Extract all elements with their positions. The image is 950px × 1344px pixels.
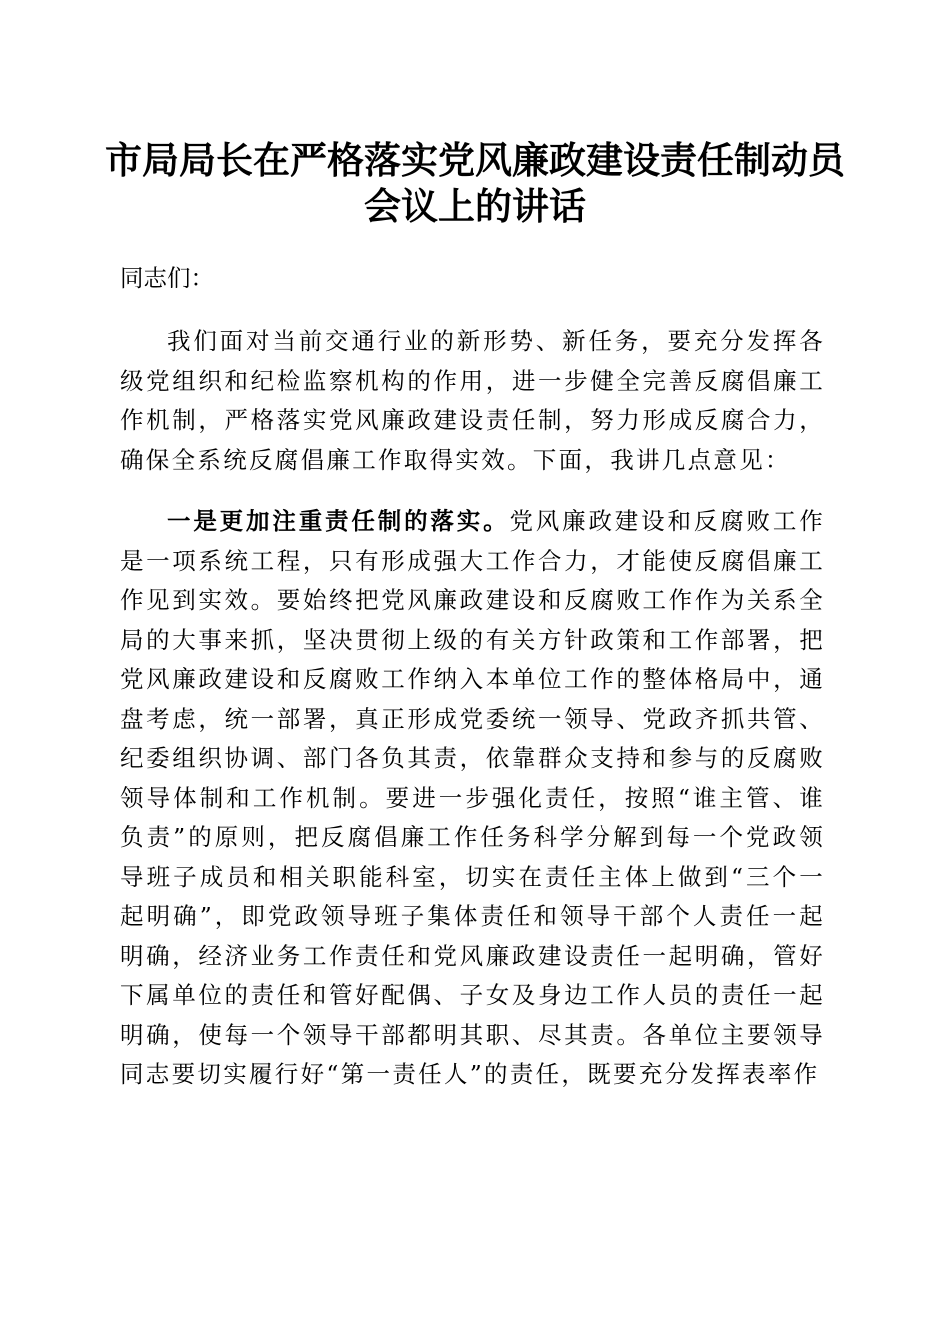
greeting: 同志们： bbox=[120, 264, 214, 292]
paragraph-point-one-body: 党风廉政建设和反腐败工作是一项系统工程，只有形成强大工作合力，才能使反腐倡廉工作见到实效。要始终把党风廉政建设和反腐败工作作为关系全局的大事来抓，坚决贯彻上级的有关方针政策和工作部署，把党风廉政建设和反腐败工作纳入本单位工作的整体格局中，通盘考虑，统一部署，真正形成党委统一领导、党政齐抓共管、纪委组织协调、部门各负其责，依靠群众支持和参与的反腐败领导体制和工作机制。要进一步强化责任，按照“谁主管、谁负责”的原则，把反腐倡廉工作任务科学分解到每一个党政领导班子成员和相关职能科室，切实在责任主体上做到“三个一起明确”，即党政领导班子集体责任和领导干部个人责任一起明确，经济业务工作责任和党风廉政建设责任一起明确，管好下属单位的责任和管好配偶、子女及身边工作人员的责任一起明确，使每一个领导干部都明其职、尽其责。各单位主要领导同志要切实履行好“第一责任人”的责任，既要充分发挥表率作 bbox=[120, 507, 825, 1088]
paragraph-point-one bbox=[120, 502, 825, 1095]
paragraph-intro: 我们面对当前交通行业的新形势、新任务，要充分发挥各级党组织和纪检监察机构的作用，进一步健全完善反腐倡廉工作机制，严格落实党风廉政建设责任制，努力形成反腐合力，确保全系统反腐倡廉工作取得实效。下面，我讲几点意见： bbox=[120, 327, 825, 474]
document-title-line-1: 市局局长在严格落实党风廉政建设责任制动员 bbox=[105, 138, 845, 182]
document-title-line-2: 会议上的讲话 bbox=[364, 184, 586, 228]
paragraph-point-one-heading: 一是更加注重责任制的落实。 bbox=[167, 507, 510, 535]
